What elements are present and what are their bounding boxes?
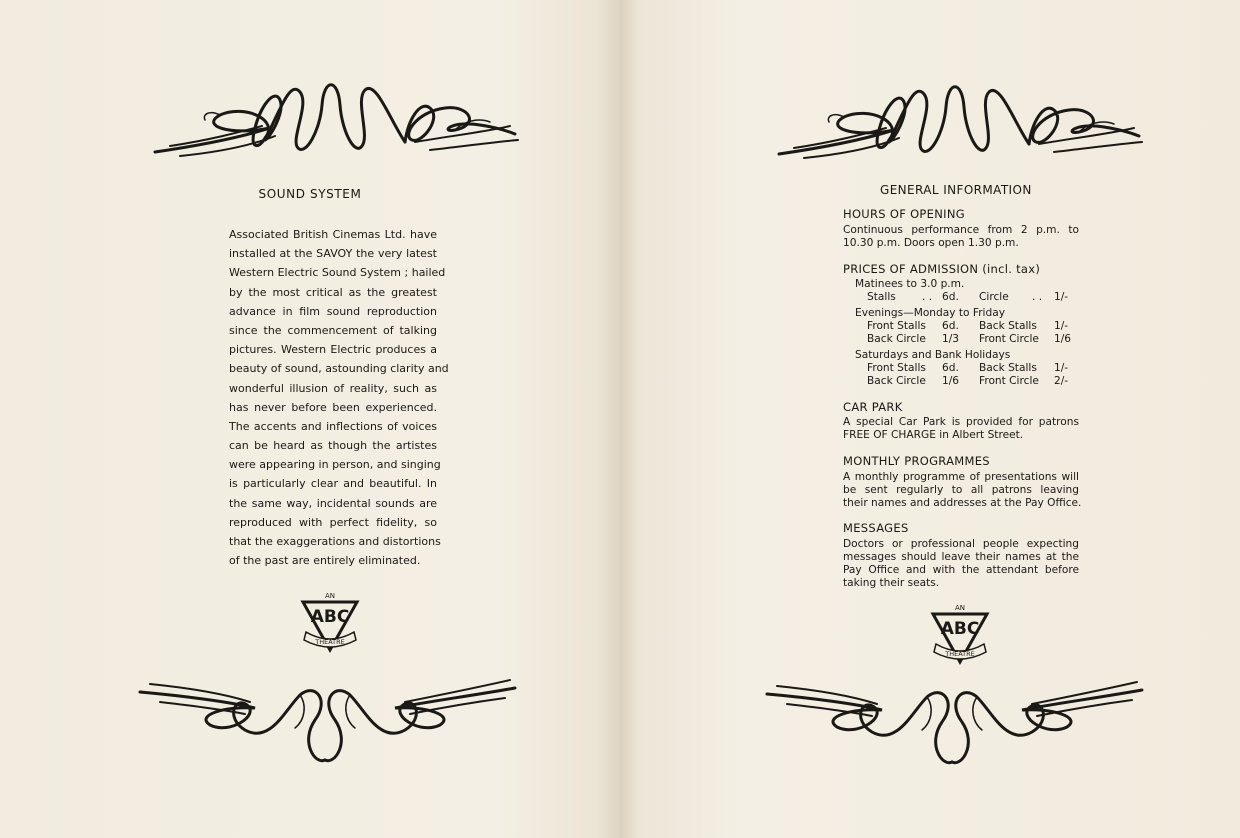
messages-line: taking their seats. [843,577,940,589]
bottom-flourish-right [762,672,1147,772]
seat-price: 6d. [942,320,959,332]
matinees-price-row [867,291,1077,304]
body-line: Western Electric Sound System ; hailed [229,266,446,280]
body-line: beauty of sound, astounding clarity and [229,362,449,376]
evenings-price-row [867,333,1077,346]
seat-name: Back Circle [867,333,926,345]
seat-price: 1/6 [1054,333,1072,345]
messages-text [843,538,1079,590]
body-line: pictures. Western Electric produces a [229,343,437,357]
body-line: since the commencement of talking [229,323,437,337]
seat-price: 1/- [1054,320,1069,332]
seat-price: 6d. [942,291,959,303]
seat-price: 1/- [1054,362,1069,374]
body-line: installed at the SAVOY the very latest [229,247,437,261]
body-line: can be heard as though the artistes [229,439,437,453]
sound-system-body [229,225,449,570]
monthly-programmes-heading: MONTHLY PROGRAMMES [843,454,990,468]
seat-name: Front Circle [979,333,1039,345]
seat-price: 2/- [1054,375,1069,387]
messages-line: Pay Office and with the attendant before [843,564,1079,576]
hours-line: 10.30 p.m. Doors open 1.30 p.m. [843,237,1019,249]
car-park-line: A special Car Park is provided for patrons [843,416,1079,428]
car-park-line: FREE OF CHARGE in Albert Street. [843,429,1024,441]
body-line: The accents and inflections of voices [229,419,437,433]
seat-price: 1/- [1054,291,1069,303]
prices-heading: PRICES OF ADMISSION (incl. tax) [843,262,1041,276]
hours-heading: HOURS OF OPENING [843,207,965,221]
saturdays-label: Saturdays and Bank Holidays [855,349,1011,361]
seat-name: Back Stalls [979,362,1037,374]
general-information-title: GENERAL INFORMATION [880,183,1032,197]
logo-banner-text: THEATRE [315,638,345,646]
seat-price: 6d. [942,362,959,374]
monthly-line: A monthly programme of presentations will [843,471,1079,483]
monthly-programmes-text [843,471,1082,510]
seat-name: Back Stalls [979,320,1037,332]
body-line: is particularly clear and beautiful. In [229,477,437,491]
bottom-flourish-left [135,670,520,770]
body-line: by the most critical as the greatest [229,285,437,299]
logo-banner-text: THEATRE [945,650,975,658]
saturdays-price-row [867,375,1077,388]
body-line: advance in film sound reproduction [229,304,437,318]
hours-line: Continuous performance from 2 p.m. to [843,224,1079,236]
abc-theatre-logo [928,600,992,670]
messages-line: messages should leave their names at the [843,551,1079,563]
seat-name: Stalls [867,291,896,303]
body-line: the same way, incidental sounds are [229,496,437,510]
body-line: were appearing in person, and singing [229,458,441,472]
matinees-label: Matinees to 3.0 p.m. [855,278,965,290]
logo-an-text: AN [324,592,336,600]
logo-letters: ABC [310,607,350,627]
body-line: of the past are entirely eliminated. [229,554,421,568]
sound-system-title: SOUND SYSTEM [258,187,362,201]
seat-name: Back Circle [867,375,926,387]
top-flourish-left [150,70,520,165]
monthly-line: be sent regularly to all patrons leaving [843,484,1079,496]
leader-dots: . . [922,291,933,303]
body-line: wonderful illusion of reality, such as [229,381,437,395]
abc-theatre-logo [298,588,362,658]
seat-name: Front Stalls [867,320,926,332]
car-park-text [843,416,1079,442]
evenings-label: Evenings—Monday to Friday [855,307,1005,319]
car-park-heading: CAR PARK [843,400,903,414]
monthly-line: their names and addresses at the Pay Office. [843,497,1082,509]
messages-line: Doctors or professional people expecting [843,538,1079,550]
seat-name: Circle [979,291,1009,303]
top-flourish-right [773,72,1145,167]
body-line: that the exaggerations and distortions [229,535,441,548]
seat-price: 1/3 [942,333,960,345]
saturdays-price-row [867,362,1077,375]
hours-text [843,224,1079,250]
seat-name: Front Circle [979,375,1039,387]
evenings-price-row [867,320,1077,333]
leader-dots: . . [1032,291,1043,303]
seat-price: 1/6 [942,375,960,387]
seat-name: Front Stalls [867,362,926,374]
body-line: has never before been experienced. [229,400,437,414]
messages-heading: MESSAGES [843,521,909,535]
body-line: reproduced with perfect fidelity, so [229,515,437,529]
right-page [620,0,1240,838]
logo-letters: ABC [940,619,980,639]
logo-an-text: AN [954,604,966,612]
body-line: Associated British Cinemas Ltd. have [229,228,437,241]
